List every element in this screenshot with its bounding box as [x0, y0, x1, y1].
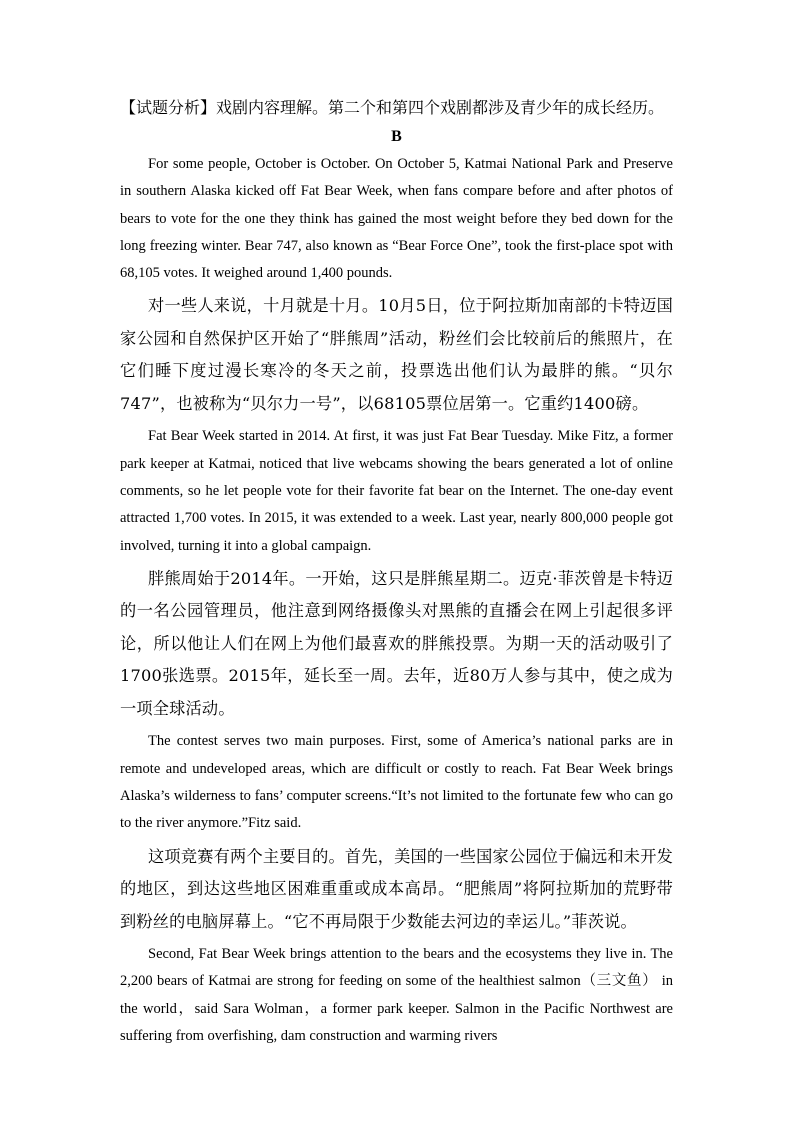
document-page [120, 93, 673, 1050]
question-analysis: 【试题分析】戏剧内容理解。第二个和第四个戏剧都涉及青少年的成长经历。 [120, 98, 665, 117]
paragraph-zh-2: 胖熊周始于2014年。一开始，这只是胖熊星期二。迈克·菲茨曾是卡特迈的一名公园管理员，他注意到网络摄像头对黑熊的直播会在网上引起很多评论，所以他让人们在网上为他们最喜欢的胖熊投票。为期一天的活动吸引了1700张选票。2015年，延长至一周。去年，近80万人参与其中，使之成为一项全球活动。 [120, 568, 673, 718]
paragraph-en-3: The contest serves two main purposes. First, some of America’s national parks are in remote and undeveloped areas, which are difficult or costly to reach. Fat Bear Week brings Alaska’s wilderness to fans’ computer screens.“It’s not limited to the fortunate few who can go to the river anymore.”Fitz said. [120, 733, 673, 832]
section-heading: B [391, 128, 402, 145]
paragraph-en-1: For some people, October is October. On October 5, Katmai National Park and Preserve in southern Alaska kicked off Fat Bear Week, when fans compare before and after photos of bears to vote for the one they think has gained the most weight before they bed down for the long freezing winter. Bear 747, also known as “Bear Force One”, took the first-place spot with 68,105 votes. It weighed around 1,400 pounds. [120, 156, 673, 282]
paragraph-zh-1: 对一些人来说，十月就是十月。10月5日，位于阿拉斯加南部的卡特迈国家公园和自然保护区开始了“胖熊周”活动，粉丝们会比较前后的熊照片，在它们睡下度过漫长寒冷的冬天之前，投票选出他们认为最胖的熊。“贝尔747”，也被称为“贝尔力一号”，以68105票位居第一。它重约1400磅。 [120, 296, 673, 413]
paragraph-zh-3: 这项竞赛有两个主要目的。首先，美国的一些国家公园位于偏远和未开发的地区，到达这些地区困难重重或成本高昂。“肥熊周”将阿拉斯加的荒野带到粉丝的电脑屏幕上。“它不再局限于少数能去河边的幸运儿。”菲茨说。 [120, 846, 673, 931]
paragraph-en-4: Second, Fat Bear Week brings attention to the bears and the ecosystems they live in. The 2,200 bears of Katmai are strong for feeding on some of the healthiest salmon（三文鱼） in the world，said Sara Wolman，a former park keeper. Salmon in the Pacific Northwest are suffering from overfishing, dam construction and warming rivers [120, 946, 673, 1045]
paragraph-en-2: Fat Bear Week started in 2014. At first, it was just Fat Bear Tuesday. Mike Fitz, a former park keeper at Katmai, noticed that live webcams showing the bears generated a lot of online comments, so he let people vote for their favorite fat bear on the Internet. The one-day event attracted 1,700 votes. In 2015, it was extended to a week. Last year, nearly 800,000 people got involved, turning it into a global campaign. [120, 428, 673, 554]
